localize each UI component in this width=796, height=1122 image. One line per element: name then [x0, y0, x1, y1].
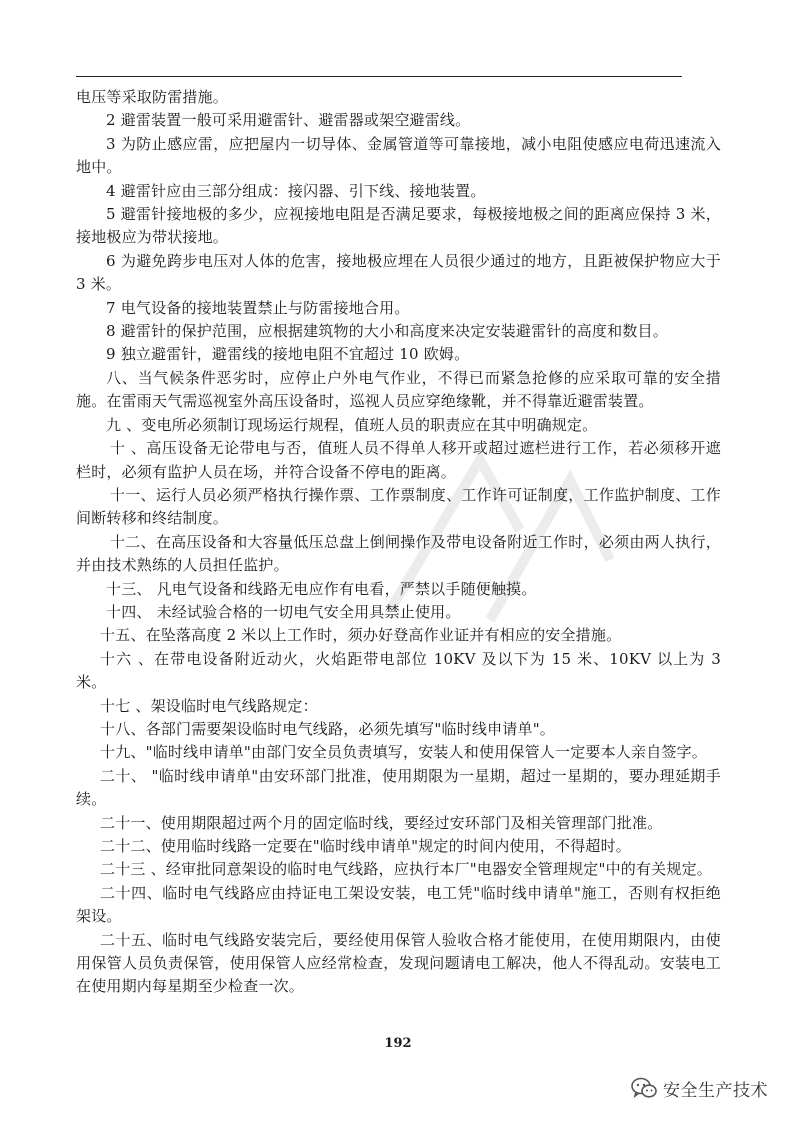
paragraph: 二十、 "临时线申请单"由安环部门批准，使用期限为一星期，超过一星期的，要办理延期手续。: [76, 766, 721, 809]
paragraph: 8 避雷针的保护范围，应根据建筑物的大小和高度来决定安装避雷针的高度和数目。: [106, 322, 668, 341]
paragraph: 4 避雷针应由三部分组成：接闪器、引下线、接地装置。: [106, 181, 486, 200]
paragraph: 二十一、使用期限超过两个月的固定临时线，要经过安环部门及相关管理部门批准。: [100, 813, 663, 832]
paragraph: 十九、"临时线申请单"由部门安全员负责填写，安装人和使用保管人一定要本人亲自签字。: [100, 743, 708, 762]
paragraph: 十一、运行人员必须严格执行操作票、工作票制度、工作许可证制度，工作监护制度、工作间断转移和终结制度。: [76, 485, 721, 528]
paragraph: 二十四、临时电气线路应由持证电工架设安装，电工凭"临时线申请单"施工，否则有权拒绝架设。: [76, 883, 721, 926]
paragraph: 6 为避免跨步电压对人体的危害，接地极应埋在人员很少通过的地方，且距被保护物应大于 3 米。: [76, 251, 721, 294]
page-number: 192: [384, 1036, 412, 1051]
brand-name: 安全生产技术: [663, 1080, 768, 1101]
paragraph: 电压等采取防雷措施。: [76, 88, 229, 106]
paragraph: 十三、 凡电气设备和线路无电应作有电看，严禁以手随便触摸。: [106, 579, 537, 598]
paragraph: 八、当气候条件恶劣时，应停止户外电气作业，不得已而紧急抢修的应采取可靠的安全措施。在雷雨天气需巡视室外高压设备时，巡视人员应穿绝缘靴，并不得靠近避雷装置。: [76, 368, 721, 411]
paragraph: 十五、在坠落高度 2 米以上工作时，须办好登高作业证并有相应的安全措施。: [100, 626, 622, 645]
paragraph: 2 避雷装置一般可采用避雷针、避雷器或架空避雷线。: [106, 111, 471, 130]
paragraph: 十二、在高压设备和大容量低压总盘上倒闸操作及带电设备附近工作时，必须由两人执行，并由技术熟练的人员担任监护。: [76, 532, 721, 575]
paragraph: 十七 、架设临时电气线路规定：: [100, 696, 318, 715]
paragraph: 3 为防止感应雷，应把屋内一切导体、金属管道等可靠接地，减小电阻使感应电荷迅速流入地中。: [76, 134, 721, 177]
paragraph: 9 独立避雷针，避雷线的接地电阻不宜超过 10 欧姆。: [106, 345, 470, 364]
document-body: [76, 86, 721, 999]
paragraph: 二十五、临时电气线路安装完后，要经使用保管人验收合格才能使用，在使用期限内，由使用保管人员负责保管，使用保管人应经常检查，发现问题请电工解决，他人不得乱动。安装电工在使用期内每星期至少检查一次。: [76, 930, 721, 996]
paragraph: 二十三 、经审批同意架设的临时电气线路，应执行本厂"电器安全管理规定"中的有关规定。: [100, 860, 712, 879]
wechat-icon: [631, 1077, 657, 1099]
paragraph: 十 、高压设备无论带电与否，值班人员不得单人移开或超过遮栏进行工作，若必须移开遮栏时，必须有监护人员在场，并符合设备不停电的距离。: [76, 439, 721, 481]
paragraph: 7 电气设备的接地装置禁止与防雷接地合用。: [106, 298, 410, 317]
paragraph: 十八、各部门需要架设临时电气线路，必须先填写"临时线申请单"。: [100, 719, 556, 738]
paragraph: 二十二、使用临时线路一定要在"临时线申请单"规定的时间内使用，不得超时。: [100, 837, 632, 855]
paragraph: 十四、 未经试验合格的一切电气安全用具禁止使用。: [106, 602, 461, 621]
header-rule: [76, 76, 682, 77]
brand-watermark: [631, 1074, 768, 1102]
paragraph: 5 避雷针接地极的多少，应视接地电阻是否满足要求，每极接地极之间的距离应保持 3 米，接地极应为带状接地。: [76, 205, 721, 247]
paragraph: 九 、变电所必须制订现场运行规程，值班人员的职责应在其中明确规定。: [106, 415, 598, 434]
paragraph: 十六 、在带电设备附近动火，火焰距带电部位 10KV 及以下为 15 米、10KV 以上为 3 米。: [76, 649, 721, 692]
